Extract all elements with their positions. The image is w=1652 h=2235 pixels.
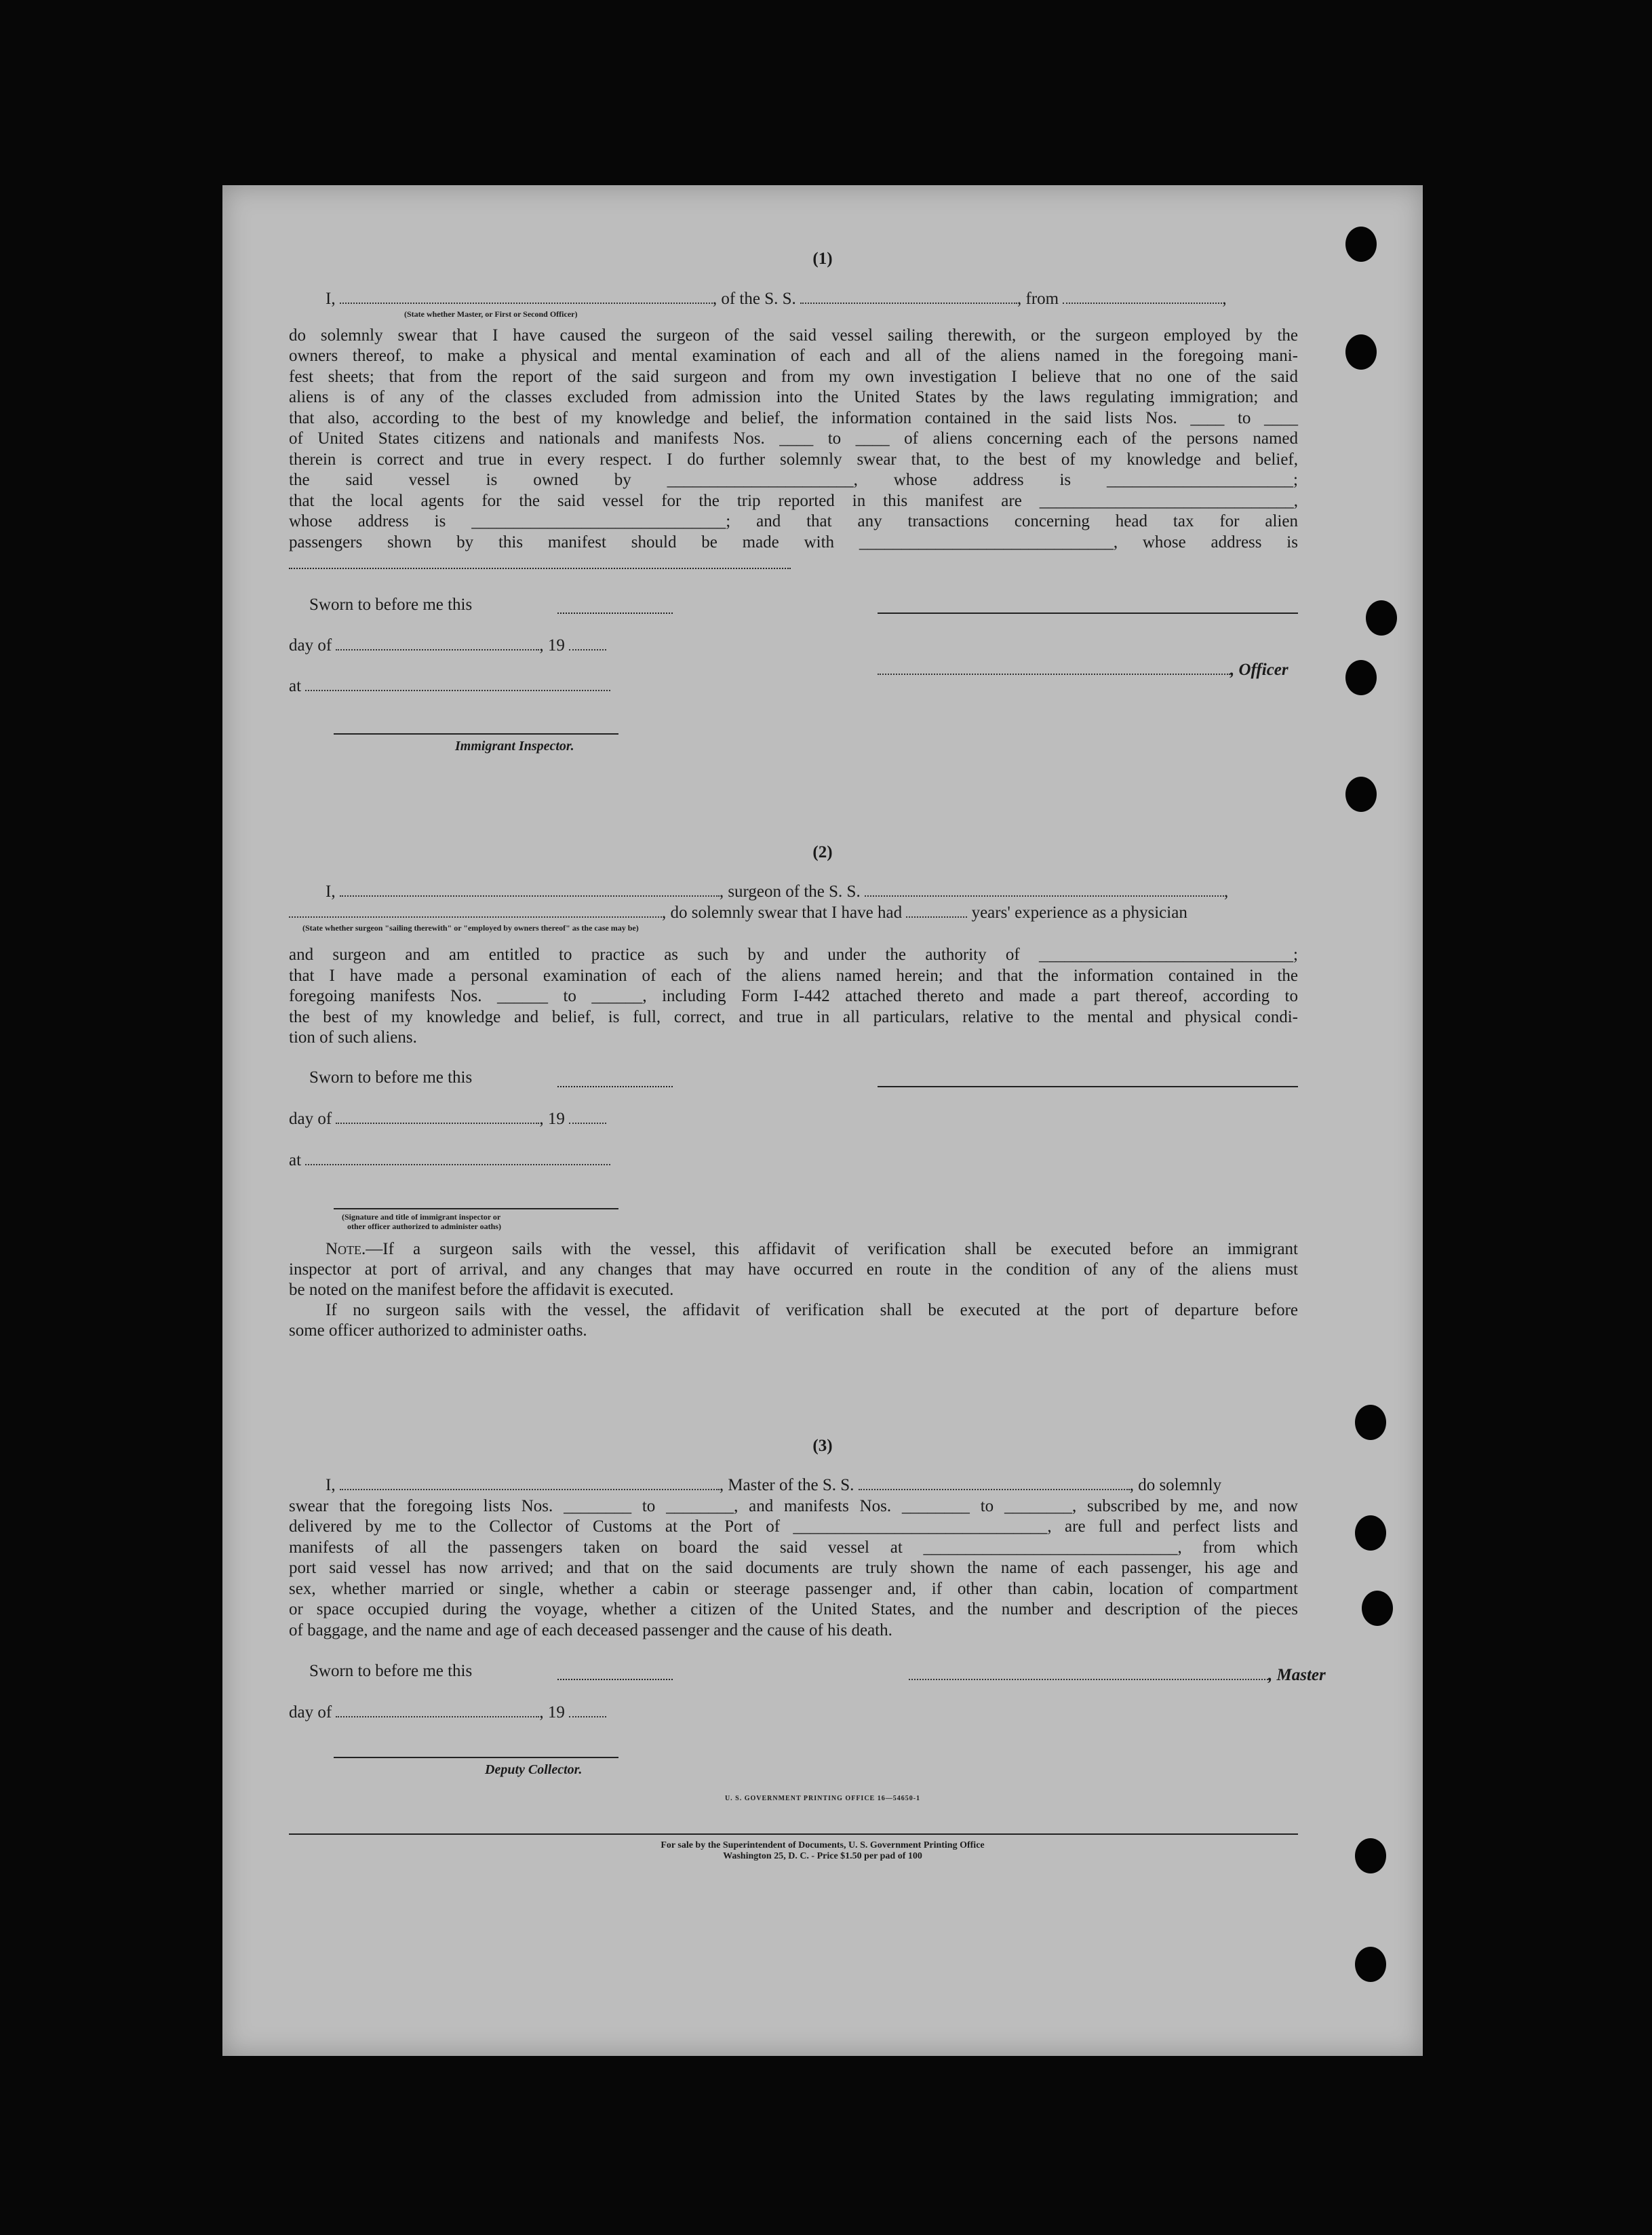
text: day of xyxy=(289,636,332,655)
footer-line-1: For sale by the Superintendent of Documents, U. S. Government Printing Office xyxy=(661,1840,985,1850)
blank-field[interactable] xyxy=(1063,289,1222,304)
text: , Master of the S. S. xyxy=(719,1476,854,1494)
section3-body-line: or space occupied during the voyage, whether a citizen of the United States, and the number and description of the pieces xyxy=(289,1600,1298,1618)
officer-caption-text: , Officer xyxy=(1230,661,1289,679)
blank-field[interactable] xyxy=(336,1109,539,1124)
inspector-caption: Immigrant Inspector. xyxy=(455,739,574,754)
surgeon-caption: (State whether surgeon "sailing therewith" or "employed by owners thereof" as the case may be) xyxy=(302,923,639,933)
blank-field[interactable] xyxy=(906,903,967,918)
text: I, xyxy=(326,1476,336,1494)
section3-body-line: port said vessel has now arrived; and that on the said documents are truly shown the name of each passenger, his age and xyxy=(289,1559,1298,1577)
master-caption-text: , Master xyxy=(1268,1666,1326,1684)
text: , from xyxy=(1017,290,1059,308)
section1-body-line: the said vessel is owned by ______________________, whose address is ______________________; xyxy=(289,471,1298,489)
text: , surgeon of the S. S. xyxy=(719,882,861,901)
section1-body-line: owners thereof, to make a physical and mental examination of each and all of the aliens named in the foregoing mani- xyxy=(289,347,1298,365)
note-line xyxy=(326,1239,1298,1260)
note-line: If no surgeon sails with the vessel, the affidavit of verification shall be executed at the port of departure before xyxy=(326,1301,1298,1319)
sworn-label xyxy=(309,595,472,615)
footer-line-2: Washington 25, D. C. - Price $1.50 per pad of 100 xyxy=(723,1851,922,1861)
signature-caption: (Signature and title of immigrant inspector or xyxy=(342,1212,501,1222)
section1-line1 xyxy=(326,289,1227,309)
section2-body-line: and surgeon and am entitled to practice as such by and under the authority of ______________________________; xyxy=(289,946,1298,964)
day-of-label xyxy=(289,636,606,656)
footer-divider xyxy=(289,1833,1298,1835)
text: years' experience as a physician xyxy=(971,903,1187,922)
section1-body-line: fest sheets; that from the report of the said surgeon and from my own investigation I believe that no one of the said xyxy=(289,368,1298,386)
section1-body-line: therein is correct and true in every respect. I do further solemnly swear that, to the best of my knowledge and belief, xyxy=(289,450,1298,469)
section1-body-line: that the local agents for the said vessel for the trip reported in this manifest are ______________________________, xyxy=(289,492,1298,510)
section3-body-line: manifests of all the passengers taken on board the said vessel at ______________________________, from which xyxy=(289,1538,1298,1557)
blank-field[interactable] xyxy=(340,882,720,897)
text: Sworn to before me this xyxy=(309,1662,473,1680)
note-line: inspector at port of arrival, and any changes that may have occurred en route in the condition of any of the aliens must xyxy=(289,1260,1298,1279)
note-line: be noted on the manifest before the affidavit is executed. xyxy=(289,1281,674,1299)
master-label-line xyxy=(909,1665,1326,1686)
text: at xyxy=(289,1151,302,1169)
section3-body-line: delivered by me to the Collector of Customs at the Port of ______________________________, are full and perfect lists and xyxy=(289,1517,1298,1536)
blank-field[interactable] xyxy=(289,903,662,918)
sworn-date-line[interactable] xyxy=(557,1679,673,1680)
section2-heading: (2) xyxy=(812,843,833,861)
at-label xyxy=(289,676,610,697)
collector-caption: Deputy Collector. xyxy=(485,1762,583,1777)
text: , xyxy=(1223,882,1229,901)
sworn-date-line[interactable] xyxy=(557,1086,673,1087)
binder-hole-icon xyxy=(1355,1947,1386,1982)
text: at xyxy=(289,677,302,695)
manifest-form-page xyxy=(222,185,1423,2056)
section3-body-line: swear that the foregoing lists Nos. ________ to ________, and manifests Nos. ________ to ________, subscribed by me, and now xyxy=(289,1497,1298,1515)
text: I, xyxy=(326,290,336,308)
section2-body-line: foregoing manifests Nos. ______ to ______, including Form I-442 attached thereto and made a part thereof, according to xyxy=(289,987,1298,1005)
note-line: some officer authorized to administer oaths. xyxy=(289,1321,587,1340)
text: day of xyxy=(289,1110,332,1128)
blank-field[interactable] xyxy=(865,882,1224,897)
blank-field[interactable] xyxy=(909,1665,1268,1680)
collector-signature-line[interactable] xyxy=(334,1757,618,1758)
section3-body-line: sex, whether married or single, whether a cabin or steerage passenger and, if other than cabin, location of compartment xyxy=(289,1580,1298,1598)
text: —If a surgeon sails with the vessel, this affidavit of verification shall be executed before an immigrant xyxy=(366,1240,1298,1258)
text: , 19 xyxy=(539,636,565,655)
signature-caption: other officer authorized to administer oaths) xyxy=(347,1222,501,1231)
section2-line2 xyxy=(289,903,1187,923)
binder-hole-icon xyxy=(1345,777,1377,812)
officer-signature-line[interactable] xyxy=(878,613,1298,614)
section3-body-line: of baggage, and the name and age of each deceased passenger and the cause of his death. xyxy=(289,1621,892,1639)
day-of-label xyxy=(289,1703,606,1723)
binder-hole-icon xyxy=(1355,1515,1386,1551)
section1-body-line: whose address is ______________________________; and that any transactions concerning head tax for alien xyxy=(289,512,1298,530)
section2-body-line: the best of my knowledge and belief, is full, correct, and true in all particulars, relative to the mental and physical condi- xyxy=(289,1008,1298,1026)
section2-body-line: that I have made a personal examination of each of the aliens named herein; and that the information contained in the xyxy=(289,967,1298,985)
text: , 19 xyxy=(539,1703,565,1722)
blank-field[interactable] xyxy=(340,1475,720,1490)
section1-body-line: aliens is of any of the classes excluded from admission into the United States by the laws regulating immigration; and xyxy=(289,388,1298,406)
section2-body-line: tion of such aliens. xyxy=(289,1028,417,1047)
address-line[interactable] xyxy=(289,568,791,569)
gpo-line: U. S. GOVERNMENT PRINTING OFFICE 16—54650-1 xyxy=(724,1795,921,1802)
binder-hole-icon xyxy=(1355,1405,1386,1440)
section2-line1 xyxy=(326,882,1228,902)
sworn-label xyxy=(309,1661,472,1682)
blank-field[interactable] xyxy=(569,1109,606,1124)
section3-line1 xyxy=(326,1475,1221,1496)
blank-field[interactable] xyxy=(336,1703,539,1717)
blank-field[interactable] xyxy=(305,676,610,691)
officer-label-line xyxy=(878,660,1289,680)
text: , do solemnly swear that I have had xyxy=(662,903,903,922)
sworn-date-line[interactable] xyxy=(557,613,673,614)
section1-body-line: passengers shown by this manifest should be made with ______________________________, whose address is xyxy=(289,533,1298,551)
section3-heading: (3) xyxy=(812,1437,833,1455)
blank-field[interactable] xyxy=(878,660,1230,675)
text: Sworn to before me this xyxy=(309,1068,473,1087)
binder-hole-icon xyxy=(1362,1591,1393,1626)
inspector-signature-line[interactable] xyxy=(334,1208,618,1209)
binder-hole-icon xyxy=(1345,334,1377,370)
text: , do solemnly xyxy=(1129,1476,1222,1494)
text: I, xyxy=(326,882,336,901)
section1-body-line: that also, according to the best of my knowledge and belief, the information contained in the said lists Nos. ____ to ____ xyxy=(289,409,1298,427)
section1-body-line: do solemnly swear that I have caused the surgeon of the said vessel sailing therewith, or the surgeon employed by the xyxy=(289,326,1298,345)
blank-field[interactable] xyxy=(340,289,713,304)
text: Sworn to before me this xyxy=(309,596,473,614)
text: , of the S. S. xyxy=(712,290,796,308)
blank-field[interactable] xyxy=(305,1150,610,1165)
section1-heading: (1) xyxy=(812,250,833,268)
text: , 19 xyxy=(539,1110,565,1128)
text: , xyxy=(1222,290,1227,308)
inspector-signature-line[interactable] xyxy=(334,733,618,735)
text: day of xyxy=(289,1703,332,1722)
section1-body-line: of United States citizens and nationals and manifests Nos. ____ to ____ of aliens concerning each of the persons named xyxy=(289,429,1298,448)
sworn-label xyxy=(309,1068,472,1088)
at-label xyxy=(289,1150,610,1171)
blank-field[interactable] xyxy=(569,1703,606,1717)
day-of-label xyxy=(289,1109,606,1129)
binder-hole-icon xyxy=(1345,660,1377,695)
blank-field[interactable] xyxy=(800,289,1017,304)
blank-field[interactable] xyxy=(569,636,606,650)
binder-hole-icon xyxy=(1366,600,1397,636)
blank-field[interactable] xyxy=(336,636,539,650)
officer-caption: (State whether Master, or First or Second Officer) xyxy=(404,309,578,319)
surgeon-signature-line[interactable] xyxy=(878,1086,1298,1087)
blank-field[interactable] xyxy=(859,1475,1130,1490)
note-label: Note. xyxy=(326,1240,366,1258)
